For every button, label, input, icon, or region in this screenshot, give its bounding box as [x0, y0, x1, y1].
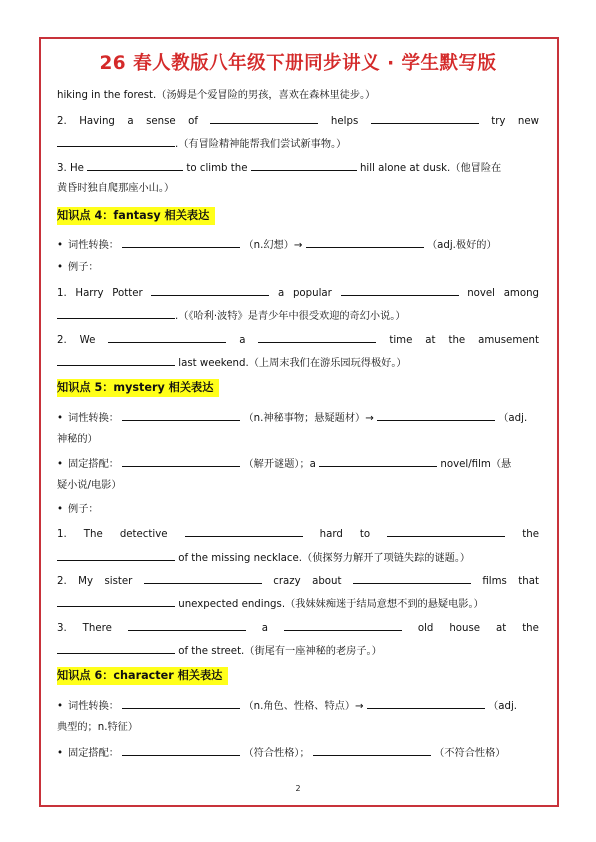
word: a [239, 335, 246, 346]
word: time [389, 335, 413, 346]
item-number: 2. [57, 335, 67, 346]
sentence-text: 典型的；n.特征） [57, 722, 139, 733]
word: helps [330, 116, 359, 127]
answer-blank[interactable] [151, 285, 269, 296]
word: hard [319, 529, 343, 540]
label: 固定搭配： [68, 748, 119, 759]
word: old [417, 623, 434, 634]
word: about [312, 576, 342, 587]
word-form-line [57, 433, 539, 447]
word: We [79, 335, 96, 346]
sentence-text: hill alone at dusk.（他冒险在 [359, 163, 502, 174]
sentence-text: of the missing necklace.（侦探努力解开了项链失踪的谜题。） [178, 553, 471, 564]
answer-blank[interactable] [367, 698, 485, 709]
collocation-line [57, 456, 539, 470]
label: 例子： [68, 504, 99, 515]
answer-blank[interactable] [371, 113, 479, 124]
bullet: • [57, 262, 64, 273]
bullet: • [57, 701, 64, 712]
word: among [503, 288, 539, 299]
word: of [188, 116, 198, 127]
answer-blank[interactable] [57, 355, 175, 366]
example-line [57, 308, 539, 322]
answer-blank[interactable] [284, 620, 402, 631]
sentence-text: 3. He [57, 163, 84, 174]
word-form-line [57, 721, 539, 735]
sentence-text: （符合性格）； [243, 748, 310, 759]
answer-blank[interactable] [57, 308, 175, 319]
item-number: 2. [57, 116, 67, 127]
sentence-text: novel/film（悬 [440, 459, 512, 470]
label: 词性转换： [68, 413, 119, 424]
example-line [57, 620, 539, 634]
bullet: • [57, 748, 64, 759]
sentence-text: to climb the [186, 163, 248, 174]
word: the [448, 335, 466, 346]
word: to [359, 529, 371, 540]
example-line [57, 332, 539, 346]
answer-blank[interactable] [122, 456, 240, 467]
sentence-text: 神秘的） [57, 434, 98, 445]
examples-label-line [57, 503, 539, 517]
item-number: 1. [57, 529, 67, 540]
example-line [57, 182, 539, 196]
answer-blank[interactable] [258, 332, 376, 343]
sentence-text: 疑小说/电影） [57, 480, 122, 491]
word: at [496, 623, 507, 634]
sentence-text: （adj. [488, 701, 518, 712]
answer-blank[interactable] [387, 526, 505, 537]
label: 固定搭配： [68, 459, 119, 470]
sentence-text: last weekend.（上周末我们在游乐园玩得极好。） [178, 358, 407, 369]
answer-blank[interactable] [306, 237, 424, 248]
collocation-line [57, 479, 539, 493]
page-number: 2 [295, 784, 301, 793]
answer-blank[interactable] [108, 332, 226, 343]
example-line [57, 643, 539, 657]
word: at [425, 335, 436, 346]
answer-blank[interactable] [319, 456, 437, 467]
label: 词性转换： [68, 240, 119, 251]
answer-blank[interactable] [353, 573, 471, 584]
item-number: 3. [57, 623, 67, 634]
answer-blank[interactable] [128, 620, 246, 631]
word: detective [119, 529, 168, 540]
answer-blank[interactable] [57, 596, 175, 607]
example-line [57, 355, 539, 369]
sentence-text: hiking in the forest.（汤姆是个爱冒险的男孩，喜欢在森林里徒步。） [57, 90, 376, 101]
answer-blank[interactable] [87, 160, 183, 171]
word: Potter [112, 288, 143, 299]
word: sense [146, 116, 176, 127]
example-line [57, 89, 539, 103]
answer-blank[interactable] [377, 410, 495, 421]
sentence-text: 黄昏时独自爬那座小山。） [57, 183, 175, 194]
answer-blank[interactable] [122, 745, 240, 756]
word: films [482, 576, 507, 587]
example-line [57, 526, 539, 540]
word: the [522, 623, 539, 634]
example-line [57, 596, 539, 610]
answer-blank[interactable] [122, 237, 240, 248]
word: a [278, 288, 285, 299]
word: Having [79, 116, 115, 127]
word: try [491, 116, 506, 127]
item-number: 1. [57, 288, 67, 299]
sentence-text: （n.角色、性格、特点）→ [243, 701, 364, 712]
word: novel [467, 288, 496, 299]
example-line [57, 573, 539, 587]
word: amusement [478, 335, 539, 346]
answer-blank[interactable] [251, 160, 357, 171]
answer-blank[interactable] [210, 113, 318, 124]
word: a [261, 623, 268, 634]
collocation-line [57, 745, 539, 759]
word-form-line [57, 237, 539, 251]
label: 词性转换： [68, 701, 119, 712]
word-form-line [57, 698, 539, 712]
section-heading-character: 知识点 6：character 相关表达 [57, 667, 228, 685]
label: 例子： [68, 262, 99, 273]
answer-blank[interactable] [144, 573, 262, 584]
sentence-text: （n.神秘事物；悬疑题材）→ [243, 413, 374, 424]
word: crazy [273, 576, 301, 587]
word: Harry [75, 288, 104, 299]
sentence-text: （解开谜题）；a [243, 459, 316, 470]
example-line [57, 136, 539, 150]
answer-blank[interactable] [341, 285, 459, 296]
bullet: • [57, 504, 64, 515]
answer-blank[interactable] [57, 643, 175, 654]
page-title: 26 春人教版八年级下册同步讲义 · 学生默写版 [99, 53, 497, 74]
example-line [57, 285, 539, 299]
answer-blank[interactable] [57, 136, 175, 147]
word: house [449, 623, 481, 634]
word-form-line [57, 410, 539, 424]
word: new [517, 116, 539, 127]
word: sister [104, 576, 133, 587]
sentence-text: （不符合性格） [434, 748, 506, 759]
item-number: 2. [57, 576, 67, 587]
answer-blank[interactable] [185, 526, 303, 537]
answer-blank[interactable] [57, 550, 175, 561]
bullet: • [57, 459, 64, 470]
word: My [78, 576, 93, 587]
sentence-text: of the street.（街尾有一座神秘的老房子。） [178, 646, 382, 657]
word: the [522, 529, 539, 540]
sentence-text: unexpected endings.（我妹妹痴迷于结局意想不到的悬疑电影。） [178, 599, 484, 610]
word: that [518, 576, 539, 587]
examples-label-line [57, 261, 539, 275]
word: a [127, 116, 134, 127]
bullet: • [57, 240, 64, 251]
example-line [57, 113, 539, 127]
example-line [57, 550, 539, 564]
sentence-text: .（有冒险精神能帮我们尝试新事物。） [175, 139, 347, 150]
sentence-text: （n.幻想）→ [243, 240, 303, 251]
bullet: • [57, 413, 64, 424]
word: The [83, 529, 103, 540]
example-line [57, 160, 539, 174]
sentence-text: .（《哈利·波特》是青少年中很受欢迎的奇幻小说。） [175, 311, 406, 322]
answer-blank[interactable] [313, 745, 431, 756]
word: There [82, 623, 112, 634]
sentence-text: （adj.极好的） [426, 240, 497, 251]
sentence-text: （adj. [498, 413, 528, 424]
section-heading-mystery: 知识点 5：mystery 相关表达 [57, 379, 219, 397]
answer-blank[interactable] [122, 698, 240, 709]
answer-blank[interactable] [122, 410, 240, 421]
section-heading-fantasy: 知识点 4：fantasy 相关表达 [57, 207, 215, 225]
word: popular [292, 288, 332, 299]
